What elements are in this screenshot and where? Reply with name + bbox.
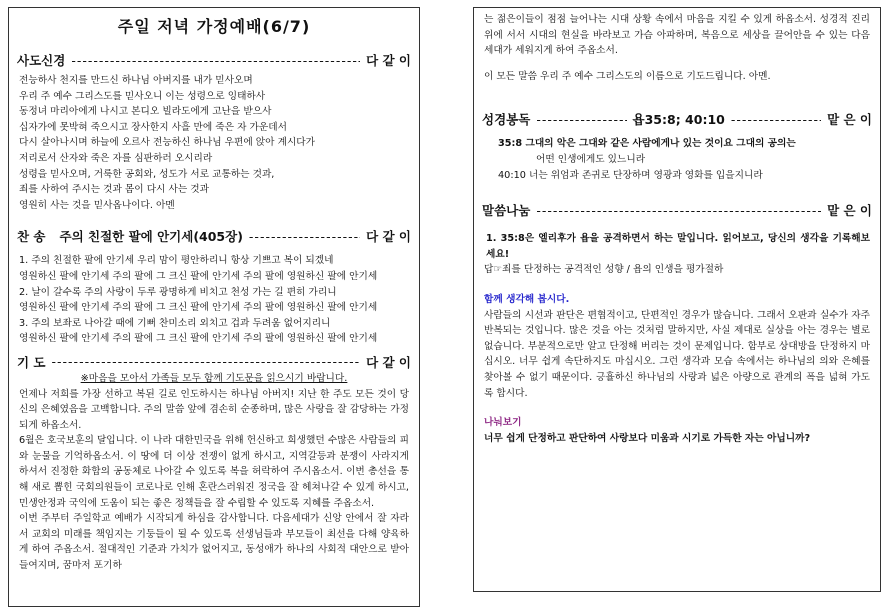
left-page [8, 7, 420, 607]
sharing-label: 말씀나눔 [482, 203, 531, 219]
creed-line: 저리로서 산자와 죽은 자를 심판하러 오시리라 [19, 152, 213, 164]
hymn-line: 영원하신 팔에 안기세 주의 팔에 그 크신 팔에 안기세 주의 팔에 영원하신 팔에 안기세 [19, 333, 378, 345]
hymn-line: 1. 주의 친절한 팔에 안기세 우리 맘이 평안하리니 항상 기쁘고 복이 되겠네 [19, 255, 334, 267]
think-title: 함께 생각해 봅시다. [484, 293, 570, 305]
prayer-note: ※마음을 모아서 가족들 모두 함께 기도문을 읽으시기 바랍니다. [80, 372, 348, 384]
creed-line: 우리 주 예수 그리스도를 믿사오니 이는 성령으로 잉태하사 [19, 90, 266, 102]
question-1: 1. 35:8은 엘리후가 욥을 공격하면서 하는 말입니다. 읽어보고, 당신의 생각을 기록해보세요! [486, 233, 870, 260]
hymn-line: 2. 날이 갈수록 주의 사랑이 두루 광명하게 비치고 천성 가는 길 편히 가리니 [19, 286, 337, 298]
creed-line: 십자가에 못박혀 죽으시고 장사한지 사흘 만에 죽은 자 가운데서 [19, 121, 287, 133]
creed-line: 동정녀 마리아에게 나시고 본디오 빌라도에게 고난을 받으사 [19, 106, 272, 118]
hymn-title: 주의 친절한 팔에 안기세(405장) [59, 229, 243, 245]
prayer-paragraph-2: 6월은 호국보훈의 달입니다. 이 나라 대한민국을 위해 헌신하고 희생했던 수많은 사람들의 피와 눈물을 기억하옵소서. 이 땅에 더 이상 전쟁이 없게 하시고, 지역갈등과 분쟁이 사라지게 하셔서 진정한 화합의 공동체로 나아갈 수 있도록 복을 허락하여 주시옵소서. 이번 총선을 통해 새로 뽑힌 국회의원들이 코로나로 인해 혼란스러워진 정국을 잘 헤쳐나갈 수 있게 하시고, 민생안정과 국익에 도움이 되는 좋은 정책들을 잘 수립할 수 있도록 지혜를 주옵소서. [19, 435, 409, 509]
sharing-mode: 맡 은 이 [827, 203, 872, 219]
creed-header [9, 51, 419, 69]
prayer-paragraph-1: 언제나 저희를 가장 선하고 복된 길로 인도하시는 하나님 아버지! 지난 한 주도 모든 것이 당신의 은혜였음을 고백합니다. 주의 말씀 앞에 겸손히 순종하며, 많은 사랑을 잘 감당하는 가정되게 하옵소서. [19, 388, 409, 431]
hymn-line: 영원하신 팔에 안기세 주의 팔에 그 크신 팔에 안기세 주의 팔에 영원하신 팔에 안기세 [19, 302, 378, 314]
answer-1: 답☞죄를 단정하는 공격적인 성향 / 욥의 인생을 평가절하 [484, 264, 724, 276]
page-title: 주일 저녁 가정예배(6/7) [117, 17, 311, 36]
hymn-label: 찬 송 [17, 229, 46, 245]
prayer-paragraph-3: 이번 주부터 주일학교 예배가 시작되게 하심을 감사합니다. 다음세대가 신앙 안에서 잘 자라서 교회의 미래를 책임지는 기둥들이 될 수 있도록 선생님들과 부모들이 최선을 다해 양육하게 하여 주옵소서. 절대적인 기준과 가치가 없어지고, 동성애가 하나의 사회적 대안으로 받아들여지며, 꿈마저 포기하 [19, 513, 409, 572]
prayer-label: 기 도 [17, 354, 46, 370]
reading-mode: 맡 은 이 [827, 112, 872, 128]
prayer-mode: 다 같 이 [366, 354, 411, 370]
creed-line: 전능하사 천지를 만드신 하나님 아버지를 내가 믿사오며 [19, 75, 253, 86]
reading-label: 성경봉독 [482, 112, 531, 128]
creed-line: 영원히 사는 것을 믿사옵나이다. 아멘 [19, 199, 175, 211]
sharing-header [474, 201, 880, 219]
hymn-line: 3. 주의 보좌로 나아갈 때에 기뻐 찬미소리 외치고 겁과 두려움 없어지리니 [19, 317, 331, 329]
verse-35-8-cont: 어떤 인생에게도 있느니라 [536, 153, 646, 165]
prayer-closing: 이 모든 말씀 우리 주 예수 그리스도의 이름으로 기도드립니다. 아멘. [484, 70, 771, 82]
verse-35-8: 35:8 그대의 악은 그대와 같은 사람에게나 있는 것이요 그대의 공의는 [498, 138, 796, 150]
creed-mode: 다 같 이 [366, 53, 411, 68]
share-question: 너무 쉽게 단정하고 판단하여 사랑보다 미움과 시기로 가득한 자는 아닙니까? [484, 432, 811, 444]
reading-ref: 욥35:8; 40:10 [632, 112, 725, 128]
creed-line: 성령을 믿사오며, 거룩한 공회와, 성도가 서로 교통하는 것과, [19, 168, 275, 180]
hymn-line: 영원하신 팔에 안기세 주의 팔에 그 크신 팔에 안기세 주의 팔에 영원하신 팔에 안기세 [19, 270, 378, 282]
prayer-continued: 는 젊은이들이 점점 늘어나는 시대 상황 속에서 마음을 지킬 수 있게 하옵소서. 성경적 진리 위에 서서 시대의 현실을 바라보고 가슴 아파하며, 복음으로 세상을 끌어안을 수 있는 다음세대가 세워지게 하여 주옵소서. [484, 14, 870, 57]
verse-40-10: 40:10 너는 위엄과 존귀로 단장하며 영광과 영화를 입을지니라 [498, 169, 763, 181]
hymn-header [9, 227, 419, 245]
share-title: 나눠보기 [484, 417, 522, 429]
creed-label: 사도신경 [17, 53, 66, 68]
prayer-header [9, 353, 419, 371]
reading-header [474, 110, 880, 128]
hymn-mode: 다 같 이 [366, 229, 411, 245]
right-page [473, 7, 881, 592]
creed-line: 죄를 사하여 주시는 것과 몸이 다시 사는 것과 [19, 184, 210, 196]
creed-line: 다시 살아나시며 하늘에 오르사 전능하신 하나님 우편에 앉아 계시다가 [19, 137, 316, 149]
think-body: 사람들의 시선과 판단은 편협적이고, 단편적인 경우가 많습니다. 그래서 오판과 실수가 자주 반복되는 것입니다. 많은 것을 아는 것처럼 말하지만, 사실 제대로 실상을 아는 경우는 별로 없습니다. 부분적으로만 알고 단정해 버리는 것이 문제입니다. 함부로 상대방을 단정하지 마십시오. 너무 쉽게 속단하지도 마십시오. 그런 생각과 모습 속에서는 하나님의 의와 은혜를 찾아볼 수 없기 때문이다. 긍휼하신 하나님의 사랑과 넓은 아량으로 관계의 폭을 넓혀 가도록 합시다. [484, 309, 870, 399]
hymn-text [9, 253, 419, 347]
creed-text [9, 73, 419, 213]
